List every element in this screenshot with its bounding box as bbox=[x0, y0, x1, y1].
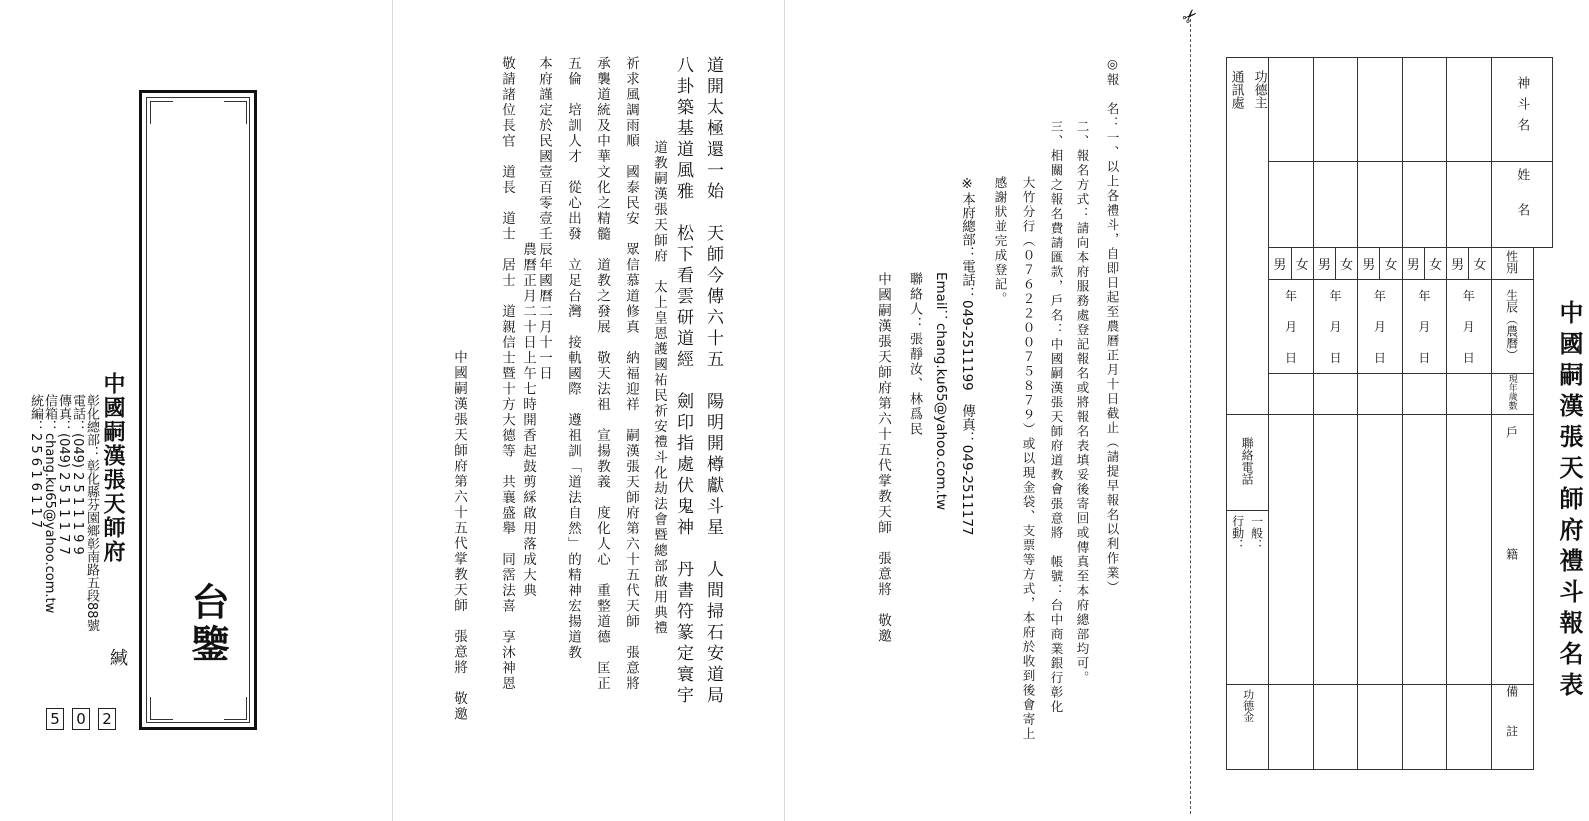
notice-signature: 中國嗣漢張天師府第六十五代掌教天師 張意將 敬邀 bbox=[875, 272, 891, 644]
household-field[interactable] bbox=[1313, 415, 1357, 685]
notice-item: 二、報名方式：請向本府服務處登記報名或將報名表填妥後寄回或傳真至本府總部均可。 bbox=[1075, 120, 1090, 686]
remarks-field[interactable] bbox=[1269, 685, 1313, 770]
age-field[interactable] bbox=[1358, 374, 1402, 415]
invitation-signature: 中國嗣漢張天師府第六十五代掌教天師 張意將 敬邀 bbox=[451, 350, 467, 722]
gender-female-option[interactable]: 女 bbox=[1469, 248, 1491, 280]
mail-address-label: 通訊處 bbox=[1228, 70, 1244, 109]
age-field[interactable] bbox=[1447, 374, 1491, 415]
gender-male-option[interactable]: 男 bbox=[1358, 248, 1380, 280]
remarks-field[interactable] bbox=[1447, 685, 1491, 770]
name-field[interactable] bbox=[1358, 162, 1402, 248]
day-label: 日 bbox=[1329, 351, 1342, 365]
deity-name-field[interactable] bbox=[1269, 58, 1313, 162]
invitation-panel bbox=[393, 0, 784, 821]
couplet-left: 八卦築基道風雅 松下看雲研道經 劍印指處伏鬼神 丹書符篆定寰宇 bbox=[673, 56, 693, 707]
phone-label: 聯絡電話 bbox=[1240, 436, 1255, 485]
sender-tax-id: 統編：2 5 6 1 6 1 1 7 bbox=[28, 394, 43, 529]
household-label: 戶籍 bbox=[1504, 425, 1519, 670]
registration-form bbox=[1226, 57, 1553, 770]
birth-label-cell bbox=[1491, 280, 1533, 374]
notice-item: 感謝狀並完成登記。 bbox=[993, 176, 1008, 307]
day-label: 日 bbox=[1462, 351, 1475, 365]
day-label: 日 bbox=[1418, 351, 1431, 365]
name-field[interactable] bbox=[1269, 162, 1313, 248]
sender-name: 中國嗣漢張天師府 bbox=[100, 372, 126, 564]
sender-fax: 傳真：(049) 2 5 1 1 1 7 7 bbox=[56, 394, 71, 555]
invitation-line: 五倫 培訓人才 從心出發 立足台灣 接軌國際 遵祖訓「道法自然」的精神宏揚道教 bbox=[565, 56, 581, 661]
zip-box: 2 bbox=[98, 708, 116, 730]
deity-name-label: 神斗名 bbox=[1514, 76, 1530, 139]
birth-label: 生辰（農曆） bbox=[1504, 288, 1519, 361]
frame-corner-ornament bbox=[224, 101, 247, 124]
invitation-line: 敬請諸位長官 道長 道士 居士 道親信士暨十方大德等 共襄盛舉 同霑法喜 享沐神恩 bbox=[499, 56, 515, 692]
cut-line bbox=[1190, 14, 1191, 814]
form-title: 中國嗣漢張天師府禮斗報名表 bbox=[1555, 300, 1584, 703]
age-field[interactable] bbox=[1402, 374, 1446, 415]
sender-address: 彰化總部：彰化縣芬園鄉彰南路五段88號 bbox=[84, 394, 99, 632]
year-label: 年 bbox=[1462, 289, 1475, 303]
envelope-panel bbox=[0, 0, 392, 821]
deity-name-field[interactable] bbox=[1402, 58, 1446, 162]
couplet-right: 道開太極還一始 天師今傳六十五 陽明開樽獻斗星 人間掃石安道局 bbox=[703, 56, 723, 707]
gender-male-option[interactable]: 男 bbox=[1313, 248, 1335, 280]
donation-label: 功德金 bbox=[1241, 689, 1255, 722]
age-field[interactable] bbox=[1269, 374, 1313, 415]
deity-name-field[interactable] bbox=[1447, 58, 1491, 162]
notice-heading: ◎報 名：一、以上各禮斗，自即日起至農曆正月十日截止（請提早報名以利作業） bbox=[1105, 56, 1120, 595]
age-label-cell bbox=[1491, 374, 1533, 415]
mobile-field-cell[interactable] bbox=[1227, 511, 1269, 685]
invitation-line: 道教嗣漢張天師府 太上皇恩護國祐民祈安禮斗化劫法會暨總部啟用典禮 bbox=[651, 140, 667, 636]
hq-contact: ※本府總部：電話：049-2511199 傳真：049-2511177 bbox=[959, 176, 975, 536]
age-field[interactable] bbox=[1313, 374, 1357, 415]
sender-suffix: 緘 bbox=[107, 648, 128, 666]
gender-male-option[interactable]: 男 bbox=[1447, 248, 1469, 280]
remarks-field[interactable] bbox=[1402, 685, 1446, 770]
notice-item: 三、相關之報名費請匯款，戶名：中國嗣漢張天師府道教會張意將 帳號：台中商業銀行彰化 bbox=[1049, 120, 1064, 715]
birth-date-field[interactable] bbox=[1447, 280, 1491, 374]
year-label: 年 bbox=[1285, 289, 1298, 303]
zip-box: 5 bbox=[46, 708, 64, 730]
notice-panel bbox=[785, 0, 1190, 821]
year-label: 年 bbox=[1329, 289, 1342, 303]
gender-female-option[interactable]: 女 bbox=[1424, 248, 1446, 280]
sender-email: 信箱：chang.ku65@yahoo.com.tw bbox=[42, 394, 57, 614]
invitation-line: 本府謹定於民國壹百零壹壬辰年國曆二月十一日 bbox=[536, 56, 552, 382]
mobile-phone-label: 行動： bbox=[1230, 515, 1245, 551]
remarks-field[interactable] bbox=[1313, 685, 1357, 770]
month-label: 月 bbox=[1462, 320, 1475, 334]
donation-label-cell bbox=[1227, 685, 1269, 770]
remarks-field[interactable] bbox=[1358, 685, 1402, 770]
gender-female-option[interactable]: 女 bbox=[1335, 248, 1357, 280]
frame-corner-ornament bbox=[224, 697, 247, 720]
name-field[interactable] bbox=[1313, 162, 1357, 248]
household-label-cell bbox=[1491, 415, 1533, 685]
year-label: 年 bbox=[1418, 289, 1431, 303]
day-label: 日 bbox=[1285, 351, 1298, 365]
birth-date-field[interactable] bbox=[1269, 280, 1313, 374]
general-phone-label: 一般： bbox=[1249, 515, 1264, 551]
household-field[interactable] bbox=[1358, 415, 1402, 685]
month-label: 月 bbox=[1329, 320, 1342, 334]
form-title-gutter bbox=[1533, 248, 1552, 770]
gender-label-cell bbox=[1491, 248, 1533, 280]
merit-host-cell bbox=[1227, 58, 1269, 415]
recipient-title: 台鑒 bbox=[185, 582, 230, 666]
name-field[interactable] bbox=[1402, 162, 1446, 248]
sender-phone: 電話：(049) 2 5 1 1 1 9 9 bbox=[70, 394, 85, 555]
invitation-line: 承襲道統及中華文化之精髓 道教之發展 敬天法祖 宣揚教義 度化人心 重整道德 匡正 bbox=[594, 56, 610, 692]
gender-female-option[interactable]: 女 bbox=[1380, 248, 1402, 280]
remarks-label-cell bbox=[1491, 685, 1533, 770]
gender-label: 性別 bbox=[1504, 249, 1519, 274]
household-field[interactable] bbox=[1447, 415, 1491, 685]
day-label: 日 bbox=[1373, 351, 1386, 365]
phone-label-cell bbox=[1227, 415, 1269, 511]
merit-host-label: 功德主 bbox=[1251, 70, 1267, 109]
scissors-icon: ✂ bbox=[1177, 3, 1204, 30]
contact-persons: 聯絡人：張靜汝、林爲民 bbox=[907, 272, 922, 437]
name-label-cell bbox=[1491, 162, 1552, 248]
age-label: 現年歲數 bbox=[1506, 374, 1517, 410]
gender-male-option[interactable]: 男 bbox=[1402, 248, 1424, 280]
birth-date-field[interactable] bbox=[1358, 280, 1402, 374]
household-field[interactable] bbox=[1269, 415, 1313, 685]
year-label: 年 bbox=[1373, 289, 1386, 303]
month-label: 月 bbox=[1373, 320, 1386, 334]
month-label: 月 bbox=[1418, 320, 1431, 334]
remarks-label: 備註 bbox=[1504, 685, 1519, 765]
name-label: 姓名 bbox=[1514, 167, 1530, 238]
frame-corner-ornament bbox=[150, 101, 173, 124]
deity-name-field[interactable] bbox=[1358, 58, 1402, 162]
household-field[interactable] bbox=[1402, 415, 1446, 685]
gender-female-option[interactable]: 女 bbox=[1291, 248, 1313, 280]
invitation-line: 農曆正月二十日上午七時開香起鼓剪綵啟用落成大典 bbox=[520, 56, 536, 599]
birth-date-field[interactable] bbox=[1402, 280, 1446, 374]
name-field[interactable] bbox=[1447, 162, 1491, 248]
birth-date-field[interactable] bbox=[1313, 280, 1357, 374]
deity-name-field[interactable] bbox=[1313, 58, 1357, 162]
notice-item: 大竹分行（０７６２２００７５８７９）或以現金袋、支票等方式，本府於收到後會寄上 bbox=[1021, 176, 1036, 742]
deity-name-label-cell bbox=[1491, 58, 1552, 162]
zip-box: 0 bbox=[72, 708, 90, 730]
invitation-line: 祈求風調雨順 國泰民安 眾信慕道修真 納福迎祥 嗣漢張天師府第六十五代天師 張意將 bbox=[623, 56, 639, 692]
month-label: 月 bbox=[1285, 320, 1298, 334]
gender-male-option[interactable]: 男 bbox=[1269, 248, 1291, 280]
hq-email: Email：chang.ku65@yahoo.com.tw bbox=[933, 272, 949, 511]
frame-corner-ornament bbox=[150, 697, 173, 720]
